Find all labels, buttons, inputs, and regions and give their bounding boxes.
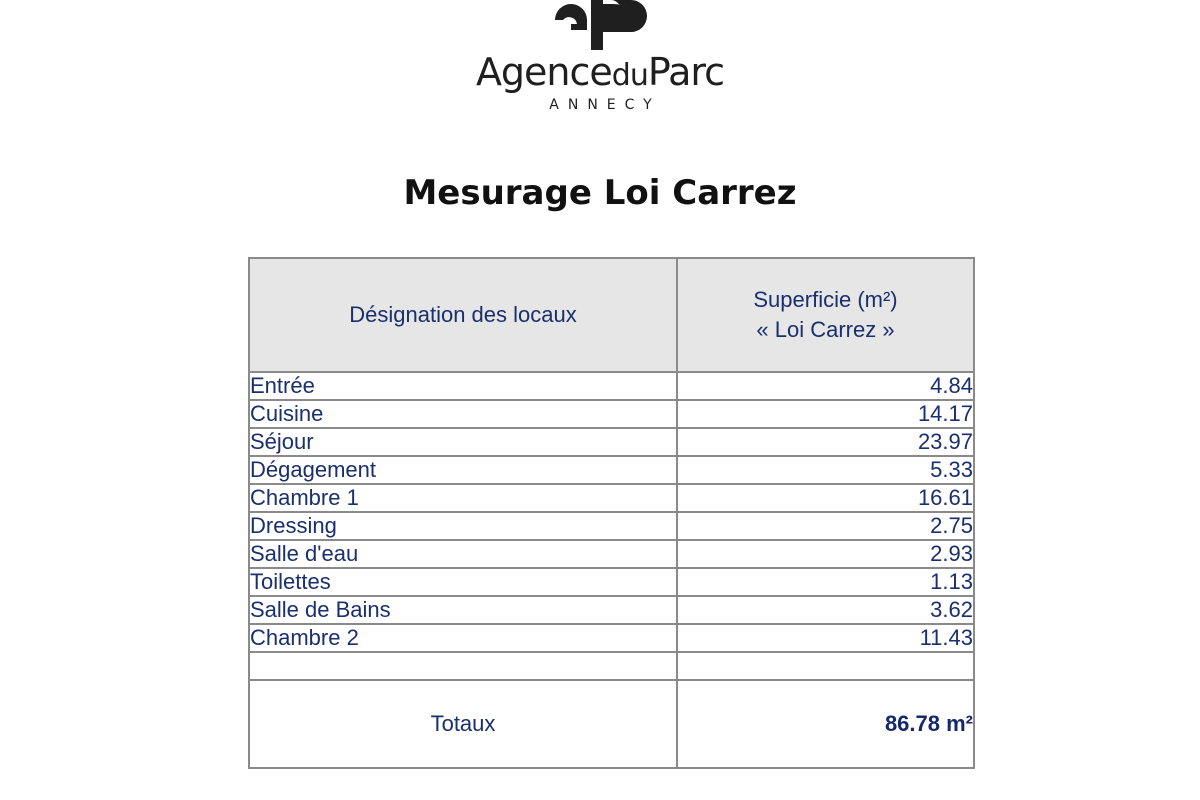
room-name: Chambre 1 [249,484,677,512]
room-name: Salle d'eau [249,540,677,568]
totals-row [249,680,974,768]
header-superficie [677,258,974,372]
table-row [249,456,974,484]
header-designation: Désignation des locaux [249,258,677,372]
carrez-table [248,257,975,769]
agency-name-part1: Agence [475,50,612,94]
room-area: 23.97 [677,428,974,456]
agency-city: ANNECY [549,97,661,113]
room-area: 2.75 [677,512,974,540]
room-name: Dégagement [249,456,677,484]
table-row [249,428,974,456]
table-row [249,540,974,568]
room-name: Séjour [249,428,677,456]
room-area: 4.84 [677,372,974,400]
totals-value: 86.78 m² [677,680,974,768]
room-area: 2.93 [677,540,974,568]
table-row [249,512,974,540]
empty-cell [249,652,677,680]
table-row [249,568,974,596]
header-superficie-line1: Superficie (m²) [753,287,898,312]
table-row [249,372,974,400]
room-name: Chambre 2 [249,624,677,652]
room-area: 5.33 [677,456,974,484]
room-area: 1.13 [677,568,974,596]
room-name: Cuisine [249,400,677,428]
agency-name-part3: Parc [647,50,725,94]
empty-cell [677,652,974,680]
table-row [249,624,974,652]
page-title: Mesurage Loi Carrez [403,173,797,213]
room-name: Dressing [249,512,677,540]
agency-monogram-icon [553,0,647,52]
agency-name-part2: du [611,58,648,93]
room-name: Toilettes [249,568,677,596]
header-superficie-line2: « Loi Carrez » [756,317,895,342]
agency-logo [0,0,1200,120]
room-area: 14.17 [677,400,974,428]
table-row [249,484,974,512]
empty-row [249,652,974,680]
room-area: 16.61 [677,484,974,512]
table-row [249,596,974,624]
room-name: Salle de Bains [249,596,677,624]
room-area: 3.62 [677,596,974,624]
agency-name [0,50,1200,98]
totals-label: Totaux [249,680,677,768]
room-name: Entrée [249,372,677,400]
room-area: 11.43 [677,624,974,652]
table-row [249,400,974,428]
table-header-row [249,258,974,372]
